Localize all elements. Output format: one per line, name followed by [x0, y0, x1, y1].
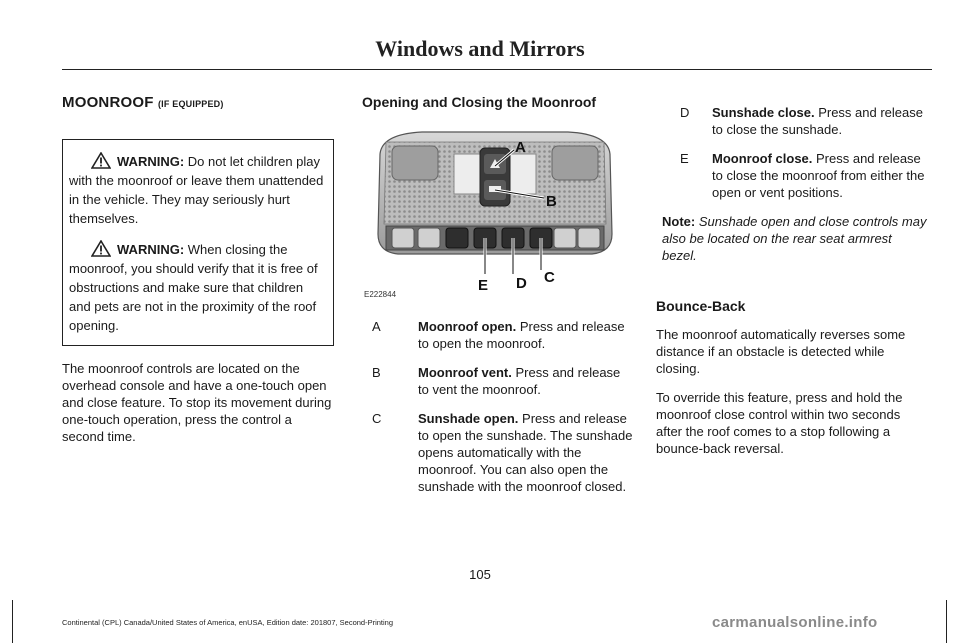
page-header-title: Windows and Mirrors	[375, 36, 585, 61]
warning-1-label: WARNING:	[117, 154, 185, 169]
callout-desc	[418, 364, 634, 398]
footer-edition: Continental (CPL) Canada/United States of America, enUSA, Edition date: 201807, Second-Printing	[62, 618, 394, 627]
callout-desc	[418, 410, 634, 495]
figure-code: E222844	[364, 290, 397, 299]
overhead-console-figure	[362, 124, 628, 296]
callout-term: Sunshade open.	[418, 411, 519, 426]
callout-text: Press and release to close the sunshade.	[712, 105, 923, 137]
page-number: 105	[469, 567, 491, 582]
callout-desc	[418, 318, 634, 352]
warning-2-label: WARNING:	[117, 242, 185, 257]
note-label: Note:	[662, 214, 696, 229]
bounce-back-title: Bounce-Back	[656, 298, 746, 314]
warning-1	[69, 152, 327, 228]
section-title-suffix: (IF EQUIPPED)	[157, 99, 224, 109]
callout-letter: A	[372, 319, 381, 334]
callout-text: Press and release to open the sunshade. The sunshade opens automatically with the moonroof. You can also open the sunshade with the moonroof closed.	[418, 411, 633, 494]
callout-term: Moonroof close.	[712, 151, 813, 166]
figure-label-c: C	[544, 269, 555, 286]
overhead-console-illustration	[362, 124, 628, 296]
subsection-title: Opening and Closing the Moonroof	[362, 94, 597, 110]
controls-paragraph: The moonroof controls are located on the overhead console and have a one-touch open and close feature. To stop its movement during one-touch operation, press the control a second time.	[62, 361, 332, 444]
crop-mark-right	[946, 600, 947, 643]
middle-column	[362, 94, 634, 494]
callout-text: Press and release to close the moonroof from either the open or vent positions.	[712, 151, 925, 200]
callout-text: Press and release to open the moonroof.	[418, 319, 625, 351]
callout-letter: D	[680, 105, 690, 120]
warning-2	[69, 240, 327, 335]
figure-label-b: B	[546, 193, 557, 210]
callout-term: Sunshade close.	[712, 105, 815, 120]
note	[656, 213, 928, 264]
figure-label-d: D	[516, 275, 527, 292]
crop-mark-left	[12, 600, 13, 643]
callout-d	[656, 104, 928, 138]
callout-e	[656, 150, 928, 201]
header-rule	[62, 69, 932, 70]
watermark: carmanualsonline.info	[712, 614, 878, 631]
callout-letter: E	[680, 151, 689, 166]
callout-c	[362, 410, 634, 495]
warning-box	[62, 139, 334, 346]
callout-desc	[712, 150, 928, 201]
warning-triangle-icon	[91, 240, 111, 257]
callout-b	[362, 364, 634, 398]
section-title-text: MOONROOF	[62, 94, 154, 111]
bounce-back-paragraph-1: The moonroof automatically reverses some distance if an obstacle is detected while closing.	[656, 327, 906, 376]
bounce-back-paragraph-2: To override this feature, press and hold the moonroof close control within two seconds after the roof comes to a stop following a bounce-back reversal.	[656, 390, 903, 456]
callout-term: Moonroof open.	[418, 319, 517, 334]
figure-label-e: E	[478, 277, 489, 294]
callout-desc	[712, 104, 928, 138]
callout-text: Press and release to vent the moonroof.	[418, 365, 621, 397]
section-title	[62, 94, 334, 111]
left-column	[62, 94, 334, 445]
callout-list	[362, 318, 634, 507]
warning-2-text: When closing the moonroof, you should verify that it is free of obstructions and make sure that children and pets are not in the proximity of the roof opening.	[69, 242, 318, 333]
warning-triangle-icon	[91, 152, 111, 169]
callout-term: Moonroof vent.	[418, 365, 512, 380]
figure-label-a: A	[515, 139, 526, 156]
callout-letter: B	[372, 365, 381, 380]
callout-a	[362, 318, 634, 352]
callout-letter: C	[372, 411, 382, 426]
right-column	[656, 104, 928, 457]
warning-1-text: Do not let children play with the moonroof or leave them unattended in the vehicle. They may seriously hurt themselves.	[69, 154, 324, 226]
note-text: Sunshade open and close controls may also be located on the rear seat armrest bezel.	[662, 214, 927, 263]
